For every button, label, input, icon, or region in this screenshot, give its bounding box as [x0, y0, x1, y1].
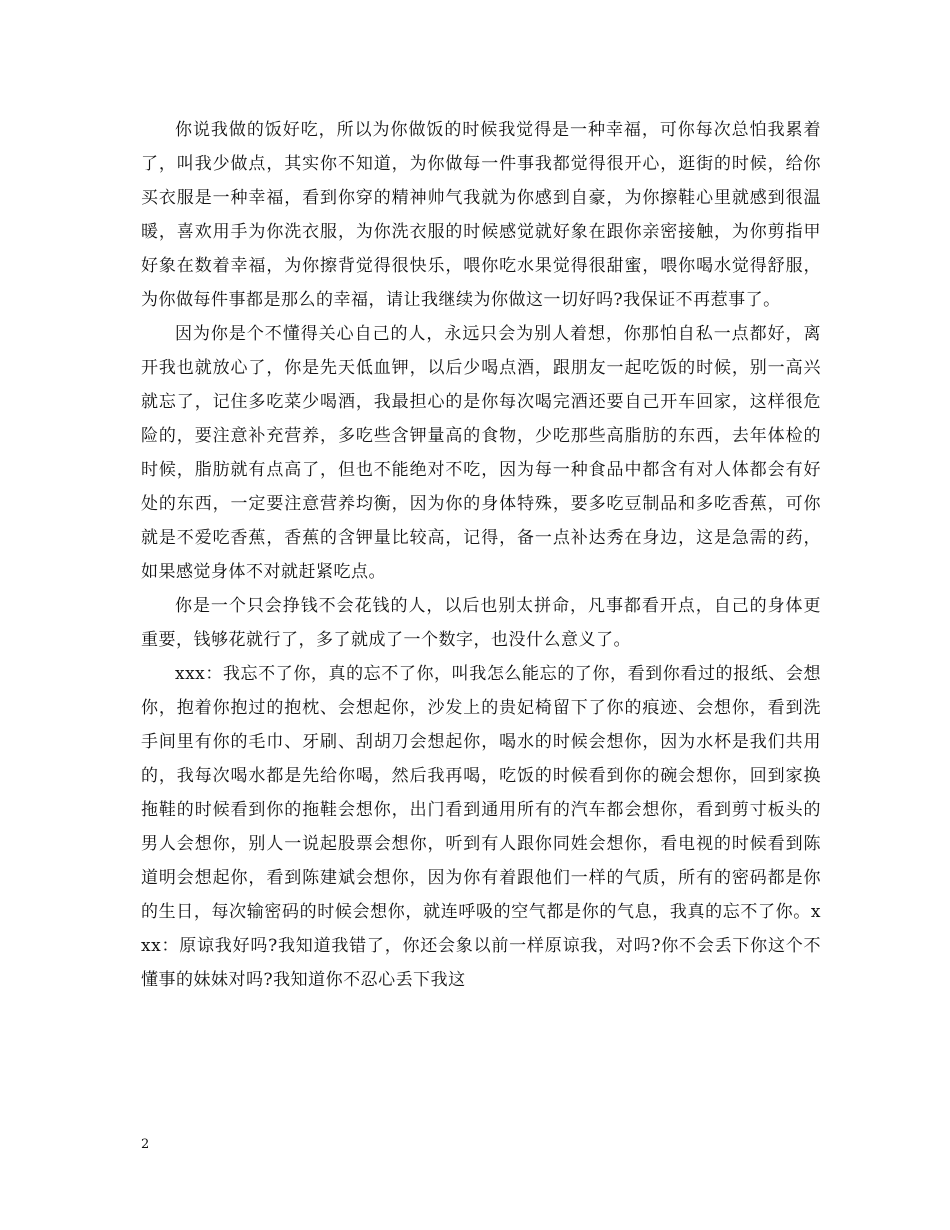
paragraph-2: 因为你是个不懂得关心自己的人，永远只会为别人着想，你那怕自私一点都好，离开我也就放心了，你是先天低血钾，以后少喝点酒，跟朋友一起吃饭的时候，别一高兴就忘了，记住多吃菜少喝酒，我最担心的是你每次喝完酒还要自己开车回家，这样很危险的，要注意补充营养，多吃些含钾量高的食物，少吃那些高脂肪的东西，去年体检的时候，脂肪就有点高了，但也不能绝对不吃，因为每一种食品中都含有对人体都会有好处的东西，一定要注意营养均衡，因为你的身体特殊，要多吃豆制品和多吃香蕉，可你就是不爱吃香蕉，香蕉的含钾量比较高，记得，备一点补达秀在身边，这是急需的药，如果感觉身体不对就赶紧吃点。 [141, 324, 821, 582]
paragraph-1: 你说我做的饭好吃，所以为你做饭的时候我觉得是一种幸福，可你每次总怕我累着了，叫我少做点，其实你不知道，为你做每一件事我都觉得很开心，逛街的时候，给你买衣服是一种幸福，看到你穿的精神帅气我就为你感到自豪，为你擦鞋心里就感到很温暖，喜欢用手为你洗衣服，为你洗衣服的时候感觉就好象在跟你亲密接触，为你剪指甲好象在数着幸福，为你擦背觉得很快乐，喂你吃水果觉得很甜蜜，喂你喝水觉得舒服，为你做每件事都是那么的幸福，请让我继续为你做这一切好吗?我保证不再惹事了。 [141, 120, 821, 310]
paragraph-3: 你是一个只会挣钱不会花钱的人，以后也别太拼命，凡事都看开点，自己的身体更重要，钱够花就行了，多了就成了一个数字，也没什么意义了。 [141, 596, 821, 650]
page-number: 2 [141, 1137, 150, 1152]
paragraph-4: xxx：我忘不了你，真的忘不了你，叫我怎么能忘的了你，看到你看过的报纸、会想你，抱着你抱过的抱枕、会想起你，沙发上的贵妃椅留下了你的痕迹、会想你，看到洗手间里有你的毛巾、牙刷、刮胡刀会想起你，喝水的时候会想你，因为水杯是我们共用的，我每次喝水都是先给你喝，然后我再喝，吃饭的时候看到你的碗会想你，回到家换拖鞋的时候看到你的拖鞋会想你，出门看到通用所有的汽车都会想你，看到剪寸板头的男人会想你，别人一说起股票会想你，听到有人跟你同姓会想你，看电视的时候看到陈道明会想起你，看到陈建斌会想你，因为你有着跟他们一样的气质，所有的密码都是你的生日，每次输密码的时候会想你，就连呼吸的空气都是你的气息，我真的忘不了你。xxx：原谅我好吗?我知道我错了，你还会象以前一样原谅我，对吗?你不会丢下你这个不懂事的妹妹对吗?我知道你不忍心丢下我这 [141, 664, 821, 990]
body-text [141, 113, 821, 997]
